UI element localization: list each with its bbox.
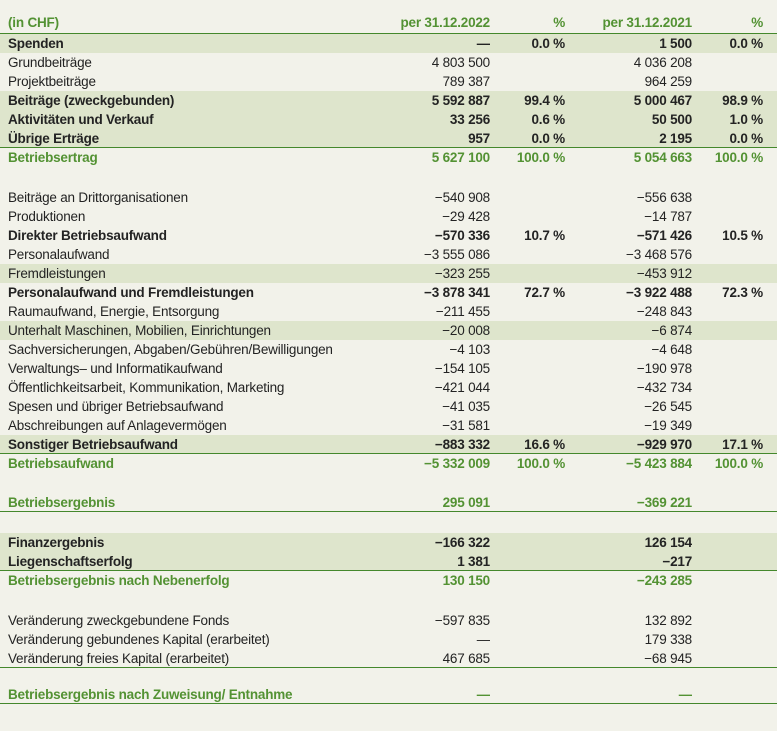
row-label: Finanzergebnis xyxy=(8,535,105,550)
value-2022: −3 555 086 xyxy=(424,247,490,262)
pct-2021 xyxy=(692,649,763,667)
pct-2021 xyxy=(692,53,763,72)
pct-2022 xyxy=(490,611,565,630)
pct-2021 xyxy=(692,571,763,590)
value-2022: −540 908 xyxy=(434,190,490,205)
value-2022: −597 835 xyxy=(434,613,490,628)
pct-2022: 0.0 % xyxy=(531,36,565,51)
value-2021: −248 843 xyxy=(636,304,692,319)
value-2022: −323 255 xyxy=(434,266,490,281)
value-2021: 1 500 xyxy=(659,36,692,51)
row-label: Betriebsergebnis nach Zuweisung/ Entnahme xyxy=(8,687,293,702)
pct-2022 xyxy=(490,264,565,283)
table-row xyxy=(0,302,777,321)
table-row xyxy=(0,321,777,340)
pct-2022 xyxy=(490,571,565,590)
pct-2021: 0.0 % xyxy=(729,131,763,146)
value-2021: −929 970 xyxy=(636,437,692,452)
pct-2021 xyxy=(692,630,763,649)
pct-2022 xyxy=(490,378,565,397)
value-2022: 1 381 xyxy=(457,554,490,569)
value-2021: 5 000 467 xyxy=(633,93,692,108)
value-2022: −41 035 xyxy=(442,399,490,414)
value-2022: 5 627 100 xyxy=(431,150,490,165)
pct-2022: 10.7 % xyxy=(524,228,565,243)
pct-2022: 100.0 % xyxy=(516,150,565,165)
row-label: Fremdleistungen xyxy=(8,266,106,281)
pct-2022: 99.4 % xyxy=(524,93,565,108)
row-label: Projektbeiträge xyxy=(8,74,96,89)
table-row xyxy=(0,435,777,454)
col-header-per-2022: per 31.12.2022 xyxy=(400,15,490,30)
table-row xyxy=(0,283,777,302)
value-2021: −432 734 xyxy=(636,380,692,395)
table-row xyxy=(0,226,777,245)
table-row xyxy=(0,493,777,512)
value-2021: 50 500 xyxy=(651,112,692,127)
pct-2021 xyxy=(692,533,763,552)
pct-2021 xyxy=(692,359,763,378)
table-row xyxy=(0,416,777,435)
value-2022: −166 322 xyxy=(434,535,490,550)
pct-2021: 10.5 % xyxy=(722,228,763,243)
pct-2022 xyxy=(490,493,565,511)
value-2021: 964 259 xyxy=(644,74,692,89)
value-2022: −154 105 xyxy=(434,361,490,376)
table-row xyxy=(0,378,777,397)
value-2022: −570 336 xyxy=(434,228,490,243)
section-gap xyxy=(0,512,777,533)
pct-2021: 98.9 % xyxy=(722,93,763,108)
value-2022: — xyxy=(476,36,490,51)
table-row xyxy=(0,110,777,129)
col-header-pct-2022: % xyxy=(553,15,565,30)
row-label: Personalaufwand xyxy=(8,247,110,262)
value-2021: −369 221 xyxy=(636,495,692,510)
unit-label: (in CHF) xyxy=(8,15,59,30)
table-row xyxy=(0,340,777,359)
table-row xyxy=(0,533,777,552)
table-row xyxy=(0,397,777,416)
row-label: Liegenschaftserfolg xyxy=(8,554,133,569)
row-label: Betriebsergebnis xyxy=(8,495,116,510)
table-row xyxy=(0,264,777,283)
row-label: Sachversicherungen, Abgaben/Gebühren/Bewilligungen xyxy=(8,342,333,357)
value-2022: 789 387 xyxy=(442,74,490,89)
value-2022: 33 256 xyxy=(449,112,490,127)
pct-2021 xyxy=(692,340,763,359)
row-label: Aktivitäten und Verkauf xyxy=(8,112,154,127)
pct-2022 xyxy=(490,533,565,552)
row-label: Veränderung gebundenes Kapital (erarbeitet) xyxy=(8,632,270,647)
value-2022: 957 xyxy=(468,131,490,146)
col-header-per-2021: per 31.12.2021 xyxy=(602,15,692,30)
value-2022: — xyxy=(476,632,490,647)
value-2021: −4 648 xyxy=(651,342,692,357)
pct-2021 xyxy=(692,72,763,91)
pct-2021: 17.1 % xyxy=(722,437,763,452)
pct-2021 xyxy=(692,264,763,283)
pct-2022 xyxy=(490,630,565,649)
value-2021: −3 468 576 xyxy=(626,247,692,262)
table-row xyxy=(0,611,777,630)
row-label: Produktionen xyxy=(8,209,86,224)
pct-2022 xyxy=(490,72,565,91)
table-row xyxy=(0,552,777,571)
row-label: Spenden xyxy=(8,36,64,51)
table-row xyxy=(0,685,777,704)
row-label: Beiträge an Drittorganisationen xyxy=(8,190,188,205)
pct-2022: 0.0 % xyxy=(531,131,565,146)
value-2021: −556 638 xyxy=(636,190,692,205)
value-2022: −20 008 xyxy=(442,323,490,338)
pct-2021 xyxy=(692,378,763,397)
row-label: Veränderung zweckgebundene Fonds xyxy=(8,613,230,628)
pct-2021: 72.3 % xyxy=(722,285,763,300)
row-label: Betriebsaufwand xyxy=(8,456,114,471)
section-gap xyxy=(0,167,777,188)
table-row xyxy=(0,129,777,148)
pct-2022 xyxy=(490,207,565,226)
table-header-row xyxy=(0,13,777,34)
section-gap xyxy=(0,668,777,685)
value-2021: −5 423 884 xyxy=(626,456,692,471)
table-rows xyxy=(0,34,777,704)
section-gap xyxy=(0,473,777,493)
value-2022: 130 150 xyxy=(442,573,490,588)
pct-2021 xyxy=(692,493,763,511)
row-label: Beiträge (zweckgebunden) xyxy=(8,93,175,108)
row-label: Sonstiger Betriebsaufwand xyxy=(8,437,178,452)
pct-2022: 0.6 % xyxy=(531,112,565,127)
pct-2022 xyxy=(490,397,565,416)
value-2021: — xyxy=(678,687,692,702)
table-row xyxy=(0,454,777,473)
pct-2022 xyxy=(490,552,565,570)
value-2022: −421 044 xyxy=(434,380,490,395)
pct-2021 xyxy=(692,207,763,226)
value-2021: 2 195 xyxy=(659,131,692,146)
table-row xyxy=(0,649,777,668)
pct-2022: 16.6 % xyxy=(524,437,565,452)
value-2021: −217 xyxy=(662,554,692,569)
value-2022: 4 803 500 xyxy=(431,55,490,70)
value-2021: −19 349 xyxy=(644,418,692,433)
table-row xyxy=(0,72,777,91)
value-2022: 295 091 xyxy=(442,495,490,510)
row-label: Unterhalt Maschinen, Mobilien, Einrichtungen xyxy=(8,323,271,338)
table-row xyxy=(0,34,777,53)
table-row xyxy=(0,91,777,110)
pct-2021 xyxy=(692,302,763,321)
pct-2021 xyxy=(692,685,763,703)
value-2022: −5 332 009 xyxy=(424,456,490,471)
row-label: Übrige Erträge xyxy=(8,131,99,146)
pct-2022 xyxy=(490,359,565,378)
pct-2021 xyxy=(692,245,763,264)
value-2022: — xyxy=(476,687,490,702)
value-2021: −243 285 xyxy=(636,573,692,588)
row-label: Betriebsertrag xyxy=(8,150,98,165)
value-2021: −6 874 xyxy=(651,323,692,338)
pct-2022 xyxy=(490,685,565,703)
pct-2021 xyxy=(692,188,763,207)
value-2022: −883 332 xyxy=(434,437,490,452)
value-2021: 4 036 208 xyxy=(633,55,692,70)
row-label: Betriebsergebnis nach Nebenerfolg xyxy=(8,573,230,588)
pct-2021: 1.0 % xyxy=(729,112,763,127)
pct-2022 xyxy=(490,245,565,264)
value-2022: 467 685 xyxy=(442,651,490,666)
row-label: Grundbeiträge xyxy=(8,55,92,70)
table-row xyxy=(0,630,777,649)
row-label: Raumaufwand, Energie, Entsorgung xyxy=(8,304,220,319)
pct-2022: 72.7 % xyxy=(524,285,565,300)
value-2021: −190 978 xyxy=(636,361,692,376)
pct-2021 xyxy=(692,552,763,570)
value-2022: −4 103 xyxy=(449,342,490,357)
row-label: Abschreibungen auf Anlagevermögen xyxy=(8,418,227,433)
pct-2022 xyxy=(490,188,565,207)
section-gap xyxy=(0,590,777,611)
pct-2022 xyxy=(490,321,565,340)
table-row xyxy=(0,571,777,590)
table-row xyxy=(0,188,777,207)
pct-2022 xyxy=(490,649,565,667)
pct-2021 xyxy=(692,321,763,340)
pct-2022 xyxy=(490,416,565,435)
pct-2021 xyxy=(692,397,763,416)
table-row xyxy=(0,245,777,264)
value-2021: 126 154 xyxy=(644,535,692,550)
value-2022: −211 455 xyxy=(435,304,490,319)
pct-2022 xyxy=(490,53,565,72)
value-2022: 5 592 887 xyxy=(431,93,490,108)
row-label: Spesen und übriger Betriebsaufwand xyxy=(8,399,224,414)
value-2021: −68 945 xyxy=(644,651,692,666)
pct-2022: 100.0 % xyxy=(516,456,565,471)
row-label: Öffentlichkeitsarbeit, Kommunikation, Marketing xyxy=(8,380,285,395)
row-label: Direkter Betriebsaufwand xyxy=(8,228,167,243)
pct-2021: 100.0 % xyxy=(714,150,763,165)
value-2021: 5 054 663 xyxy=(633,150,692,165)
value-2021: −3 922 488 xyxy=(626,285,692,300)
pct-2022 xyxy=(490,302,565,321)
table-row xyxy=(0,359,777,378)
value-2022: −29 428 xyxy=(442,209,490,224)
table-row xyxy=(0,148,777,167)
pct-2022 xyxy=(490,340,565,359)
value-2021: −453 912 xyxy=(636,266,692,281)
pct-2021: 0.0 % xyxy=(729,36,763,51)
row-label: Verwaltungs– und Informatikaufwand xyxy=(8,361,223,376)
value-2021: −26 545 xyxy=(644,399,692,414)
row-label: Personalaufwand und Fremdleistungen xyxy=(8,285,254,300)
col-header-pct-2021: % xyxy=(751,15,763,30)
value-2022: −3 878 341 xyxy=(424,285,490,300)
pct-2021: 100.0 % xyxy=(714,456,763,471)
value-2022: −31 581 xyxy=(442,418,490,433)
table-row xyxy=(0,53,777,72)
value-2021: −14 787 xyxy=(644,209,692,224)
pct-2021 xyxy=(692,416,763,435)
row-label: Veränderung freies Kapital (erarbeitet) xyxy=(8,651,230,666)
pct-2021 xyxy=(692,611,763,630)
value-2021: 179 338 xyxy=(644,632,692,647)
table-row xyxy=(0,207,777,226)
value-2021: −571 426 xyxy=(636,228,692,243)
value-2021: 132 892 xyxy=(644,613,692,628)
